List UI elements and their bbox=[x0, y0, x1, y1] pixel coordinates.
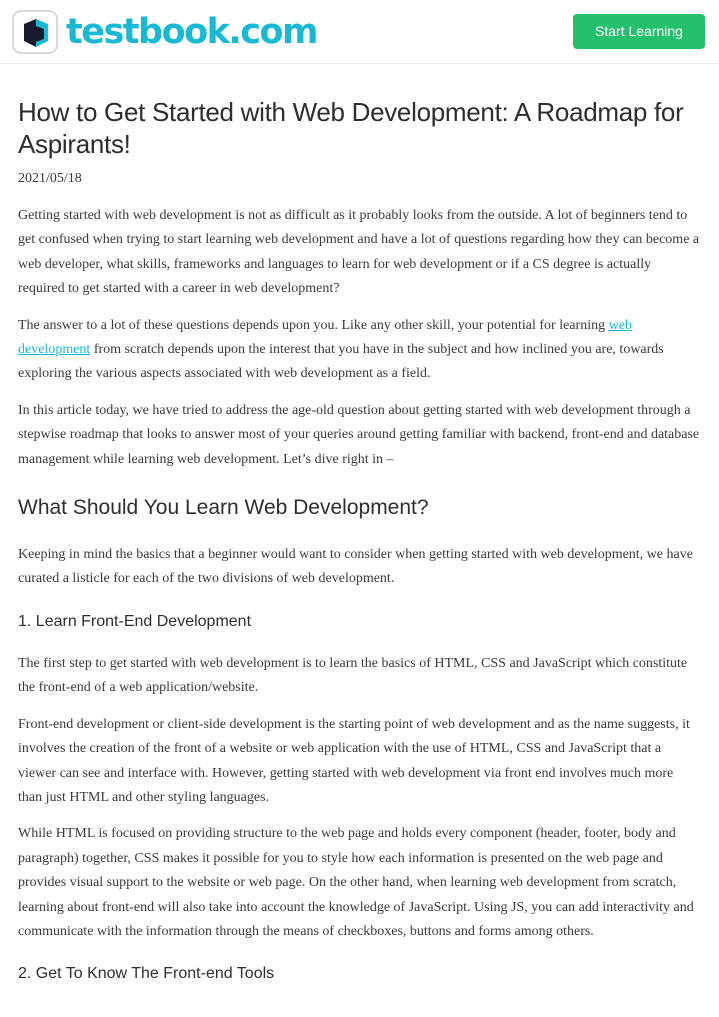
paragraph-text: from scratch depends upon the interest that you have in the subject and how inclined you are, towards exploring the various aspects associated with web development as a field. bbox=[18, 342, 664, 382]
logo-wordmark: testbook.com bbox=[66, 12, 318, 52]
article-paragraph bbox=[18, 314, 700, 387]
article-paragraph: While HTML is focused on providing structure to the web page and holds every component (header, footer, body and paragraph) together, CSS makes it possible for you to style how each information is presented on the web page and provides visual support to the website or web page. On the other hand, when learning web development from scratch, learning about front-end will also take into account the knowledge of JavaScript. Using JS, you can add interactivity and communicate with the information through the means of checkboxes, buttons and forms among others. bbox=[18, 826, 694, 939]
article-paragraph: In this article today, we have tried to address the age-old question about getting started with web development through a stepwise roadmap that looks to answer most of your queries around getting familiar with backend, front-end and database management while learning web development. Let’s dive right in – bbox=[18, 402, 700, 467]
site-logo[interactable] bbox=[12, 10, 317, 54]
article bbox=[18, 96, 700, 985]
section-heading: What Should You Learn Web Development? bbox=[18, 496, 429, 520]
start-learning-button[interactable]: Start Learning bbox=[573, 14, 705, 49]
article-paragraph: Getting started with web development is not as difficult as it probably looks from the outside. A lot of beginners tend to get confused when trying to start learning web development and have a lot of questions regarding how they can become a web developer, what skills, frameworks and languages to learn for web development or if a CS degree is actually required to get started with a career in web development? bbox=[18, 208, 700, 297]
paragraph-text: The answer to a lot of these questions depends upon you. Like any other skill, your potential for learning bbox=[18, 317, 609, 333]
book-logo-icon bbox=[12, 10, 58, 54]
article-paragraph: The first step to get started with web development is to learn the basics of HTML, CSS and JavaScript which constitute the front-end of a web application/website. bbox=[18, 655, 688, 696]
article-paragraph: Keeping in mind the basics that a beginner would want to consider when getting started with web development, we have curated a listicle for each of the two divisions of web development. bbox=[18, 547, 693, 587]
subheading-front-end-tools: 2. Get To Know The Front-end Tools bbox=[18, 965, 275, 983]
site-header bbox=[0, 0, 719, 64]
subheading-front-end: 1. Learn Front-End Development bbox=[18, 612, 252, 630]
article-date: 2021/05/18 bbox=[18, 171, 82, 186]
article-paragraph: Front-end development or client-side development is the starting point of web development and as the name suggests, it involves the creation of the front of a website or web application with the use of HTML, CSS and JavaScript that a viewer can see and interface with. However, getting started with web development via front end involves much more than just HTML and other styling languages. bbox=[18, 716, 690, 805]
article-title: How to Get Started with Web Development: A Roadmap for Aspirants! bbox=[18, 97, 684, 159]
web-development-link[interactable]: web development bbox=[18, 317, 632, 358]
